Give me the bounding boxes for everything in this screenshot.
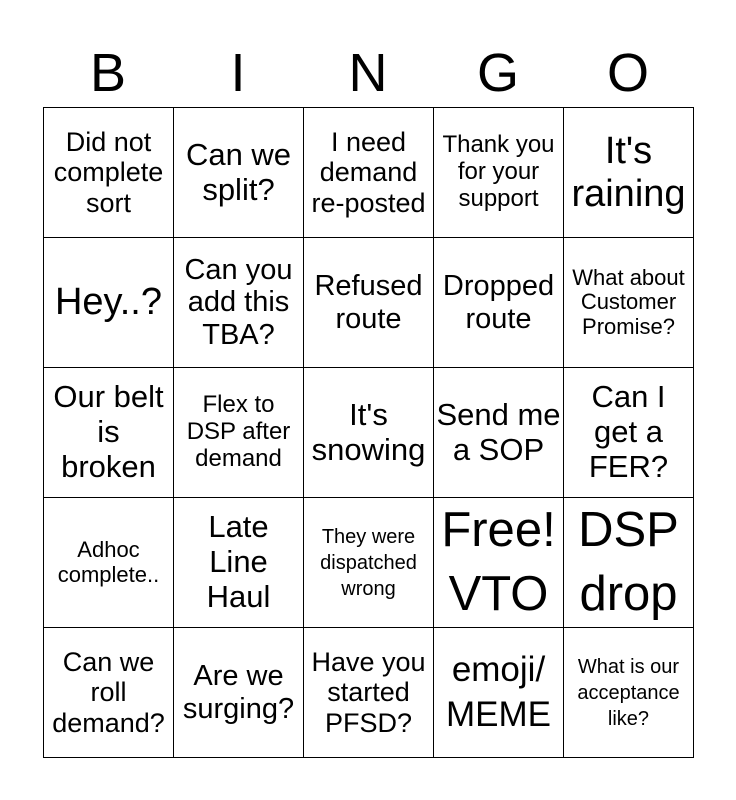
bingo-cell[interactable]: Flex to DSP after demand — [174, 368, 304, 498]
bingo-cell[interactable]: Free! VTO — [434, 498, 564, 628]
bingo-cell[interactable]: They were dispatched wrong — [304, 498, 434, 628]
board-row-1 — [44, 108, 694, 238]
bingo-cell[interactable]: Send me a SOP — [434, 368, 564, 498]
board-row-5 — [44, 628, 694, 758]
bingo-cell[interactable]: Can we roll demand? — [44, 628, 174, 758]
bingo-cell[interactable]: Can you add this TBA? — [174, 238, 304, 368]
bingo-cell[interactable]: Can I get a FER? — [564, 368, 694, 498]
bingo-cell[interactable]: Did not complete sort — [44, 108, 174, 238]
board-row-4 — [44, 498, 694, 628]
bingo-cell[interactable]: What about Customer Promise? — [564, 238, 694, 368]
bingo-cell[interactable]: Are we surging? — [174, 628, 304, 758]
bingo-cell[interactable]: Refused route — [304, 238, 434, 368]
board-row-3 — [44, 368, 694, 498]
bingo-cell[interactable]: It's snowing — [304, 368, 434, 498]
header-letter-b: B — [89, 43, 127, 103]
bingo-cell[interactable]: I need demand re-posted — [304, 108, 434, 238]
bingo-cell[interactable]: Dropped route — [434, 238, 564, 368]
bingo-cell[interactable]: Hey..? — [44, 238, 174, 368]
bingo-cell[interactable]: DSP drop — [564, 498, 694, 628]
bingo-cell[interactable]: Adhoc complete.. — [44, 498, 174, 628]
board-row-2 — [44, 238, 694, 368]
header-letter-o: O — [606, 43, 649, 103]
bingo-cell[interactable]: It's raining — [564, 108, 694, 238]
bingo-cell[interactable]: Can we split? — [174, 108, 304, 238]
bingo-cell[interactable]: Late Line Haul — [174, 498, 304, 628]
bingo-cell[interactable]: Thank you for your support — [434, 108, 564, 238]
bingo-cell[interactable]: Have you started PFSD? — [304, 628, 434, 758]
bingo-header — [43, 40, 693, 106]
header-letter-g: G — [476, 43, 519, 103]
bingo-cell[interactable]: emoji/ MEME — [434, 628, 564, 758]
bingo-board — [43, 107, 694, 758]
bingo-cell[interactable]: Our belt is broken — [44, 368, 174, 498]
bingo-cell[interactable]: What is our acceptance like? — [564, 628, 694, 758]
header-letter-n: N — [348, 43, 388, 103]
header-letter-i: I — [230, 43, 246, 103]
